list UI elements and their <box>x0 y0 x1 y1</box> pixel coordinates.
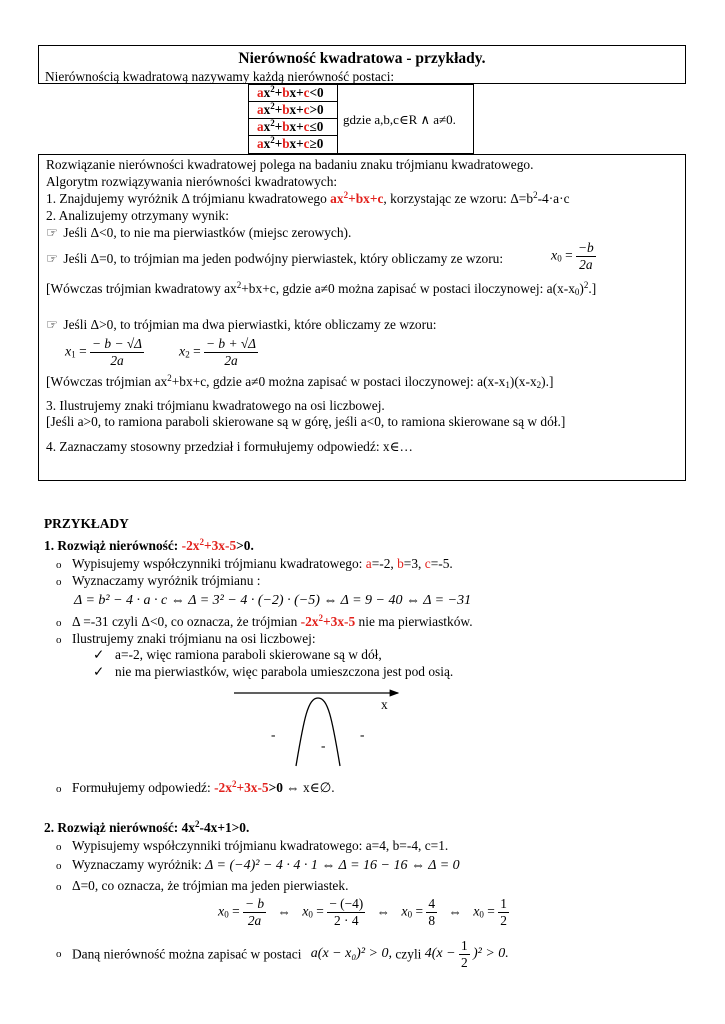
minus-sign: - <box>321 738 326 753</box>
x0-derivation: $x_0$ = $\frac{- b}{2a}$ ⇔ $x_0$ = $\frac{- (-4)}{2 \cdot 4}$ ⇔ $x_0$ = $\frac{4}{8}$ ⇔ $x_0$ = $\frac{1}{2}$ <box>218 896 507 929</box>
x2-formula: $x_2$ = $\frac{- b + √\Delta}{2a}$ <box>179 336 257 369</box>
condition-text: gdzie a,b,c∈R ∧ a≠0. <box>343 112 456 127</box>
form-row: $ax^2+bx+c<0$ <box>249 85 337 102</box>
checkmark-icon: ✓ <box>93 664 105 679</box>
form-row: $ax^2+bx+c\le 0$ <box>249 119 337 136</box>
list-item: o Wyznaczamy wyróżnik: Δ = (−4)² − 4 · 4 · 1 ⇔ Δ = 16 − 16 ⇔ Δ = 0 <box>56 857 460 873</box>
delta-computation: Δ = b² − 4 · a · c ⇔ Δ = 3² − 4 · (−2) · (−5) ⇔ Δ = 9 − 40 ⇔ Δ = −31 <box>74 593 472 608</box>
alg-line-5: ☞ Jeśli Δ<0, to nie ma pierwiastków (miejsc zerowych). <box>46 225 352 240</box>
ex2-title: 2. Rozwiąż nierówność: $4x^2-4x+1>0$. <box>44 819 250 835</box>
alg-line-8: ☞ Jeśli Δ>0, to trójmian ma dwa pierwiastki, które obliczamy ze wzoru: <box>46 317 437 332</box>
x0-formula: $x_0$ = $\frac{-b}{2a}$ <box>551 240 594 273</box>
x1-formula: $x_1$ = $\frac{- b - √\Delta}{2a}$ <box>65 336 143 369</box>
alg-line-3: 1. Znajdujemy wyróżnik Δ trójmianu kwadratowego $ax^2+bx+c$, korzystając ze wzoru: $\Delta=b^2-4\cdot a\cdot c$ <box>46 190 570 206</box>
alg-line-1: Rozwiązanie nierówności kwadratowej polega na badaniu znaku trójmianu kwadratowego. <box>46 157 534 172</box>
form-row: $ax^2+bx+c>0$ <box>249 102 337 119</box>
minus-sign: - <box>360 727 365 742</box>
hand-pointer-icon: ☞ <box>46 251 59 266</box>
list-item: o Wypisujemy współczynniki trójmianu kwadratowego: a=-2, b=3, c=-5. <box>56 556 453 571</box>
header-box <box>38 45 686 84</box>
list-item: o Daną nierówność można zapisać w postaci a(x − x₀)² > 0, czyli 4(x − $\frac{1}{2}$ )² > 0. <box>56 938 509 971</box>
check-item: ✓ nie ma pierwiastków, więc parabola umieszczona jest pod osią. <box>93 664 454 679</box>
alg-line-7: [Wówczas trójmian kwadratowy $ax^2+bx+c$, gdzie a≠0 można zapisać w postaci iloczynowej: $a(x-x_0)^2$.] <box>46 280 597 297</box>
alg-line-9: [Wówczas trójmian $ax^2+bx+c$, gdzie a≠0 można zapisać w postaci iloczynowej: $a(x-x_1)(x-x_2)$.] <box>46 373 554 390</box>
alg-line-11: [Jeśli a>0, to ramiona paraboli skierowane są w górę, jeśli a<0, to ramiona skierowane są w dół.] <box>46 414 566 429</box>
checkmark-icon: ✓ <box>93 647 105 662</box>
examples-heading: PRZYKŁADY <box>44 516 129 531</box>
list-item: o Δ =-31 czyli Δ<0, co oznacza, że trójmian $-2x^2+3x-5$ nie ma pierwiastków. <box>56 613 473 629</box>
parabola-curve <box>296 698 340 766</box>
forms-table <box>248 84 474 154</box>
algorithm-box <box>38 154 686 481</box>
list-item: o Wyznaczamy wyróżnik trójmianu : <box>56 573 261 588</box>
list-item: o Ilustrujemy znaki trójmianu na osi liczbowej: <box>56 631 316 646</box>
list-item: o Formułujemy odpowiedź: $-2x^2+3x-5>0$ ⇔ x∈∅. <box>56 779 335 795</box>
axis-label: x <box>381 697 388 712</box>
form-row: $ax^2+bx+c\ge 0$ <box>257 135 324 151</box>
list-item: o Wypisujemy współczynniki trójmianu kwadratowego: a=4, b=-4, c=1. <box>56 838 449 853</box>
intro-text: Nierównością kwadratową nazywamy każdą nierówność postaci: <box>45 68 395 84</box>
ex1-title: 1. Rozwiąż nierówność: $-2x^2+3x-5>0$. <box>44 537 254 553</box>
alg-line-2: Algorytm rozwiązywania nierówności kwadratowych: <box>46 174 338 189</box>
alg-line-10: 3. Ilustrujemy znaki trójmianu kwadratowego na osi liczbowej. <box>46 398 385 413</box>
alg-line-4: 2. Analizujemy otrzymany wynik: <box>46 208 229 223</box>
list-item: o Δ=0, co oznacza, że trójmian ma jeden pierwiastek. <box>56 878 349 893</box>
page-title: Nierówność kwadratowa - przykłady. <box>238 50 486 67</box>
alg-line-6: ☞ Jeśli Δ=0, to trójmian ma jeden podwójny pierwiastek, który obliczamy ze wzoru: <box>46 251 504 266</box>
minus-sign: - <box>271 727 276 742</box>
hand-pointer-icon: ☞ <box>46 225 59 240</box>
alg-line-12: 4. Zaznaczamy stosowny przedział i formułujemy odpowiedź: x∈… <box>46 439 413 454</box>
check-item: ✓ a=-2, więc ramiona paraboli skierowane są w dół, <box>93 647 382 662</box>
hand-pointer-icon: ☞ <box>46 317 59 332</box>
